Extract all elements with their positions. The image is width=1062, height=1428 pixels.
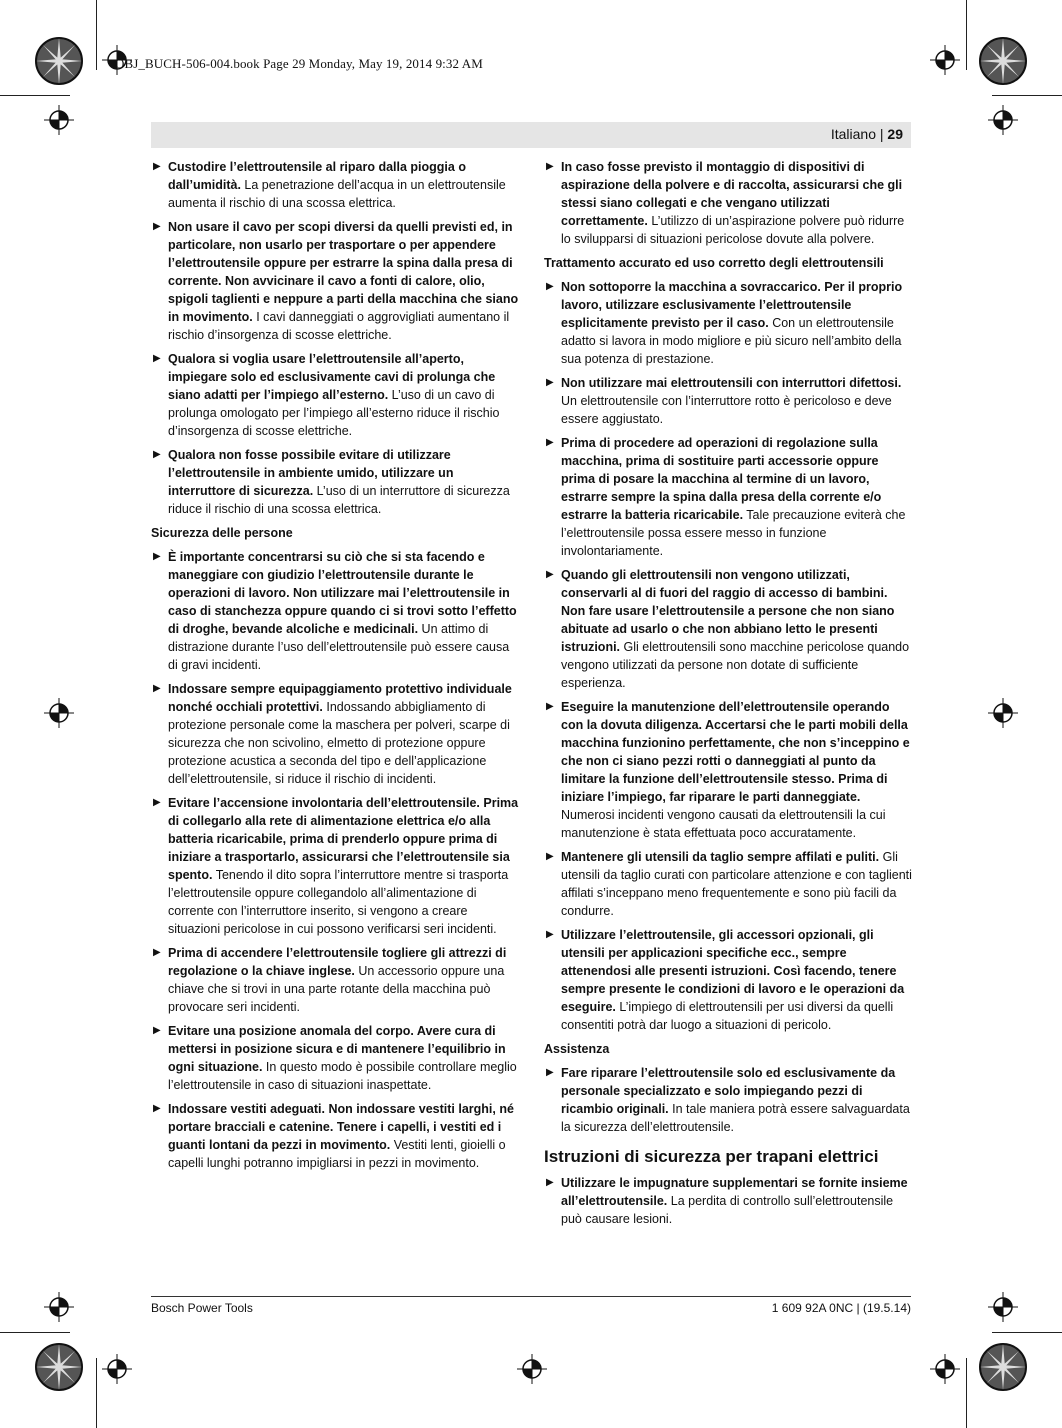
bullet-arrow-icon: ▶ [153,161,161,172]
list-item [151,944,519,1016]
item-bold-text: Prima di accendere l’elettroutensile togliere gli attrezzi di regolazione o la chiave inglese. [168,946,507,978]
item-body-text: I cavi danneggiati o aggrovigliati aumentano il rischio d’insorgenza di scosse elettriche. [168,310,510,342]
list-item [544,698,912,842]
star-target-icon [34,36,84,86]
item-list [544,1174,912,1228]
item-body-text: Tenendo il dito sopra l’interruttore mentre si trasporta l’elettroutensile oppure collegandolo all’alimentazione di corrente con l’interruttore inserito, si vengono a creare situazioni pericolose in cui possono verificarsi seri incidenti. [168,868,509,936]
item-bold-text: Utilizzare le impugnature supplementari se fornite insieme all’elettroutensile. [561,1176,908,1208]
footer-code: 1 609 92A 0NC | (19.5.14) [771,1301,911,1315]
item-body-text: Gli utensili da taglio curati con particolare attenzione e con taglienti affilati s’inceppano meno frequentemente e sono più facili da condurre. [561,850,912,918]
crop-mark [966,0,967,70]
star-target-icon [34,1342,84,1392]
list-item [151,1100,519,1172]
item-list [151,548,519,1172]
left-column [151,158,519,1178]
section-name: Italiano [830,126,876,142]
list-item [544,278,912,368]
bullet-arrow-icon: ▶ [546,437,554,448]
list-item [544,848,912,920]
item-body-text: Numerosi incidenti vengono causati da elettroutensili la cui manutenzione è stata effettuata poco accuratamente. [561,808,886,840]
item-body-text: Gli elettroutensili sono macchine pericolose quando vengono utilizzati da persone non dotate di sufficiente esperienza. [561,640,910,690]
list-item [544,926,912,1034]
item-list [544,158,912,248]
item-body-text: Vestiti lenti, gioielli o capelli lunghi potranno impigliarsi in pezzi in movimento. [168,1138,506,1170]
item-body-text: La penetrazione dell’acqua in un elettroutensile aumenta il rischio di una scossa elettrica. [168,178,506,210]
item-bold-text: Qualora si voglia usare l’elettroutensile all’aperto, impiegare solo ed esclusivamente cavi di prolunga che siano adatti per l’impiego all’esterno. [168,352,496,402]
right-column [544,158,912,1234]
registration-mark-icon [44,105,74,135]
list-item [151,1022,519,1094]
item-bold-text: Utilizzare l’elettroutensile, gli accessori opzionali, gli utensili per applicazioni specifiche ecc., sempre attenendosi alle presenti istruzioni. Così facendo, tenere sempre presente le condizioni di lavoro e le operazioni da eseguire. [561,928,905,1014]
item-bold-text: Quando gli elettroutensili non vengono utilizzati, conservarli al di fuori del raggio di accesso di bambini. Non fare usare l’elettroutensile a persone che non siano abituate ad usarlo o che non abbiano letto le presenti istruzioni. [561,568,895,654]
registration-mark-icon [44,1292,74,1322]
star-target-icon [978,1342,1028,1392]
subheading: Trattamento accurato ed uso corretto degli elettroutensili [544,256,884,270]
list-item [151,218,519,344]
list-item [544,158,912,248]
item-body-text: Un elettroutensile con l’interruttore rotto è pericoloso e deve essere aggiustato. [561,394,892,426]
bullet-arrow-icon: ▶ [546,1067,554,1078]
item-bold-text: Prima di procedere ad operazioni di regolazione sulla macchina, prima di sostituire parti accessorie oppure prima di posare la macchina al termine di un lavoro, estrarre sempre la spina dalla presa della corrente e/o estrarre la batteria ricaricabile. [561,436,882,522]
registration-mark-icon [988,1292,1018,1322]
bullet-arrow-icon: ▶ [546,929,554,940]
item-body-text: L’uso di un cavo di prolunga omologato per l’impiego all’esterno riduce il rischio d’insorgenza di scosse elettriche. [168,388,500,438]
item-bold-text: Fare riparare l’elettroutensile solo ed esclusivamente da personale specializzato e solo impiegando pezzi di ricambio originali. [561,1066,896,1116]
bullet-arrow-icon: ▶ [153,797,161,808]
item-body-text: In questo modo è possibile controllare meglio l’elettroutensile in caso di situazioni inaspettate. [168,1060,517,1092]
bullet-arrow-icon: ▶ [546,1177,554,1188]
page-header [151,122,911,148]
crop-mark [0,1332,70,1333]
list-item [544,1174,912,1228]
bullet-arrow-icon: ▶ [153,683,161,694]
list-item [544,434,912,560]
registration-mark-icon [988,698,1018,728]
subheading: Sicurezza delle persone [151,526,293,540]
item-body-text: Indossando abbigliamento di protezione personale come la maschera per polveri, scarpe di sicurezza che non scivolino, elmetto di protezione oppure protezione acustica a seconda del tipo e dell’applicazione dell’elettroutensile, si riduce il rischio di incidenti. [168,700,510,786]
list-item [151,548,519,674]
star-target-icon [978,36,1028,86]
item-list [151,158,519,518]
item-bold-text: Evitare una posizione anomala del corpo. Avere cura di mettersi in posizione sicura e di mantenere l’equilibrio in ogni situazione. [168,1024,506,1074]
item-body-text: L’uso di un interruttore di sicurezza riduce il rischio di una scossa elettrica. [168,484,510,516]
footer-rule [151,1296,911,1297]
bullet-arrow-icon: ▶ [546,161,554,172]
list-item [544,374,912,428]
item-bold-text: Non sottoporre la macchina a sovraccarico. Per il proprio lavoro, utilizzare esclusivamente l’elettroutensile esplicitamente previsto per il caso. [561,280,903,330]
crop-mark [992,1332,1062,1333]
item-body-text: Un attimo di distrazione durante l’uso dell’elettroutensile può essere causa di gravi incidenti. [168,622,510,672]
item-list [544,278,912,1034]
registration-mark-icon [102,1354,132,1384]
crop-mark [96,1358,97,1428]
crop-mark [966,1358,967,1428]
list-item [151,446,519,518]
registration-mark-icon [930,1354,960,1384]
bullet-arrow-icon: ▶ [153,551,161,562]
bullet-arrow-icon: ▶ [546,851,554,862]
bullet-arrow-icon: ▶ [153,449,161,460]
list-item [544,566,912,692]
list-item [151,680,519,788]
item-bold-text: Qualora non fosse possibile evitare di utilizzare l’elettroutensile in ambiente umido, utilizzare un interruttore di sicurezza. [168,448,454,498]
item-bold-text: In caso fosse previsto il montaggio di dispositivi di aspirazione della polvere e di raccolta, assicurarsi che gli stessi siano collegati e che vengano utilizzati correttamente. [561,160,903,228]
item-body-text: La perdita di controllo sull’elettroutensile può causare lesioni. [561,1194,894,1226]
page-number: 29 [887,126,903,142]
print-slug: OBJ_BUCH-506-004.book Page 29 Monday, May 19, 2014 9:32 AM [115,56,483,71]
item-body-text: L’utilizzo di un’aspirazione polvere può ridurre lo svilupparsi di situazioni pericolose dovute alla polvere. [561,214,905,246]
registration-mark-icon [517,1354,547,1384]
registration-mark-icon [930,45,960,75]
subheading: Assistenza [544,1042,610,1056]
item-body-text: Tale precauzione eviterà che l’elettroutensile possa essere messo in funzione involontariamente. [561,508,906,558]
footer-brand: Bosch Power Tools [151,1301,253,1315]
registration-mark-icon [44,698,74,728]
bullet-arrow-icon: ▶ [153,1025,161,1036]
item-bold-text: Non usare il cavo per scopi diversi da quelli previsti ed, in particolare, non usarlo per trasportare o per appendere l’elettroutensile oppure per estrarre la spina dalla presa di corrente. Non avvicinare il cavo a fonti di calore, olio, spigoli taglienti e neppure a parti della macchina che siano in movimento. [168,220,519,324]
item-bold-text: Indossare sempre equipaggiamento protettivo individuale nonché occhiali protettivi. [168,682,512,714]
crop-mark [992,95,1062,96]
bullet-arrow-icon: ▶ [546,281,554,292]
bullet-arrow-icon: ▶ [153,947,161,958]
item-bold-text: È importante concentrarsi su ciò che si sta facendo e maneggiare con giudizio l’elettroutensile durante le operazioni di lavoro. Non utilizzare mai l’elettroutensile in caso di stanchezza oppure quando ci si trovi sotto l’effetto di droghe, bevande alcoliche e medicinali. [168,550,517,636]
item-body-text: Un accessorio oppure una chiave che si trovi in una parte rotante della macchina può provocare seri incidenti. [168,964,505,1014]
page-header-text [831,126,903,142]
bullet-arrow-icon: ▶ [153,221,161,232]
registration-mark-icon [988,105,1018,135]
bullet-arrow-icon: ▶ [153,353,161,364]
item-bold-text: Non utilizzare mai elettroutensili con interruttori difettosi. [561,376,902,390]
list-item [151,158,519,212]
item-list [544,1064,912,1136]
item-body-text: L’impiego di elettroutensili per usi diversi da quelli consentiti potrà dar luogo a situazioni di pericolo. [561,1000,894,1032]
item-bold-text: Evitare l’accensione involontaria dell’elettroutensile. Prima di collegarlo alla rete di alimentazione elettrica e/o alla batteria ricaricabile, prima di prenderlo oppure prima di iniziare a trasportarlo, assicurarsi che l’elettroutensile sia spento. [168,796,519,882]
item-body-text: In tale maniera potrà essere salvaguardata la sicurezza dell’elettroutensile. [561,1102,910,1134]
bullet-arrow-icon: ▶ [546,701,554,712]
bullet-arrow-icon: ▶ [153,1103,161,1114]
item-bold-text: Mantenere gli utensili da taglio sempre affilati e puliti. [561,850,880,864]
bullet-arrow-icon: ▶ [546,377,554,388]
bullet-arrow-icon: ▶ [546,569,554,580]
item-body-text: Con un elettroutensile adatto si lavora in modo migliore e più sicuro nell’ambito della sua potenza di prestazione. [561,316,902,366]
list-item [544,1064,912,1136]
item-bold-text: Custodire l’elettroutensile al riparo dalla pioggia o dall’umidità. [168,160,466,192]
section-heading: Istruzioni di sicurezza per trapani elettrici [544,1147,879,1166]
header-separator: | [876,126,888,142]
item-bold-text: Eseguire la manutenzione dell’elettroutensile operando con la dovuta diligenza. Accertarsi che le parti mobili della macchina funzionino perfettamente, che non s’inceppino e che non ci siano pezzi rotti o danneggiati al punto da limitare la funzione dell’elettroutensile stesso. Prima di iniziare l’impiego, far riparare le parti danneggiate. [561,700,910,804]
crop-mark [96,0,97,70]
list-item [151,794,519,938]
item-bold-text: Indossare vestiti adeguati. Non indossare vestiti larghi, né portare bracciali e catenine. Tenere i capelli, i vestiti ed i guanti lontani da pezzi in movimento. [168,1102,514,1152]
list-item [151,350,519,440]
crop-mark [0,95,70,96]
